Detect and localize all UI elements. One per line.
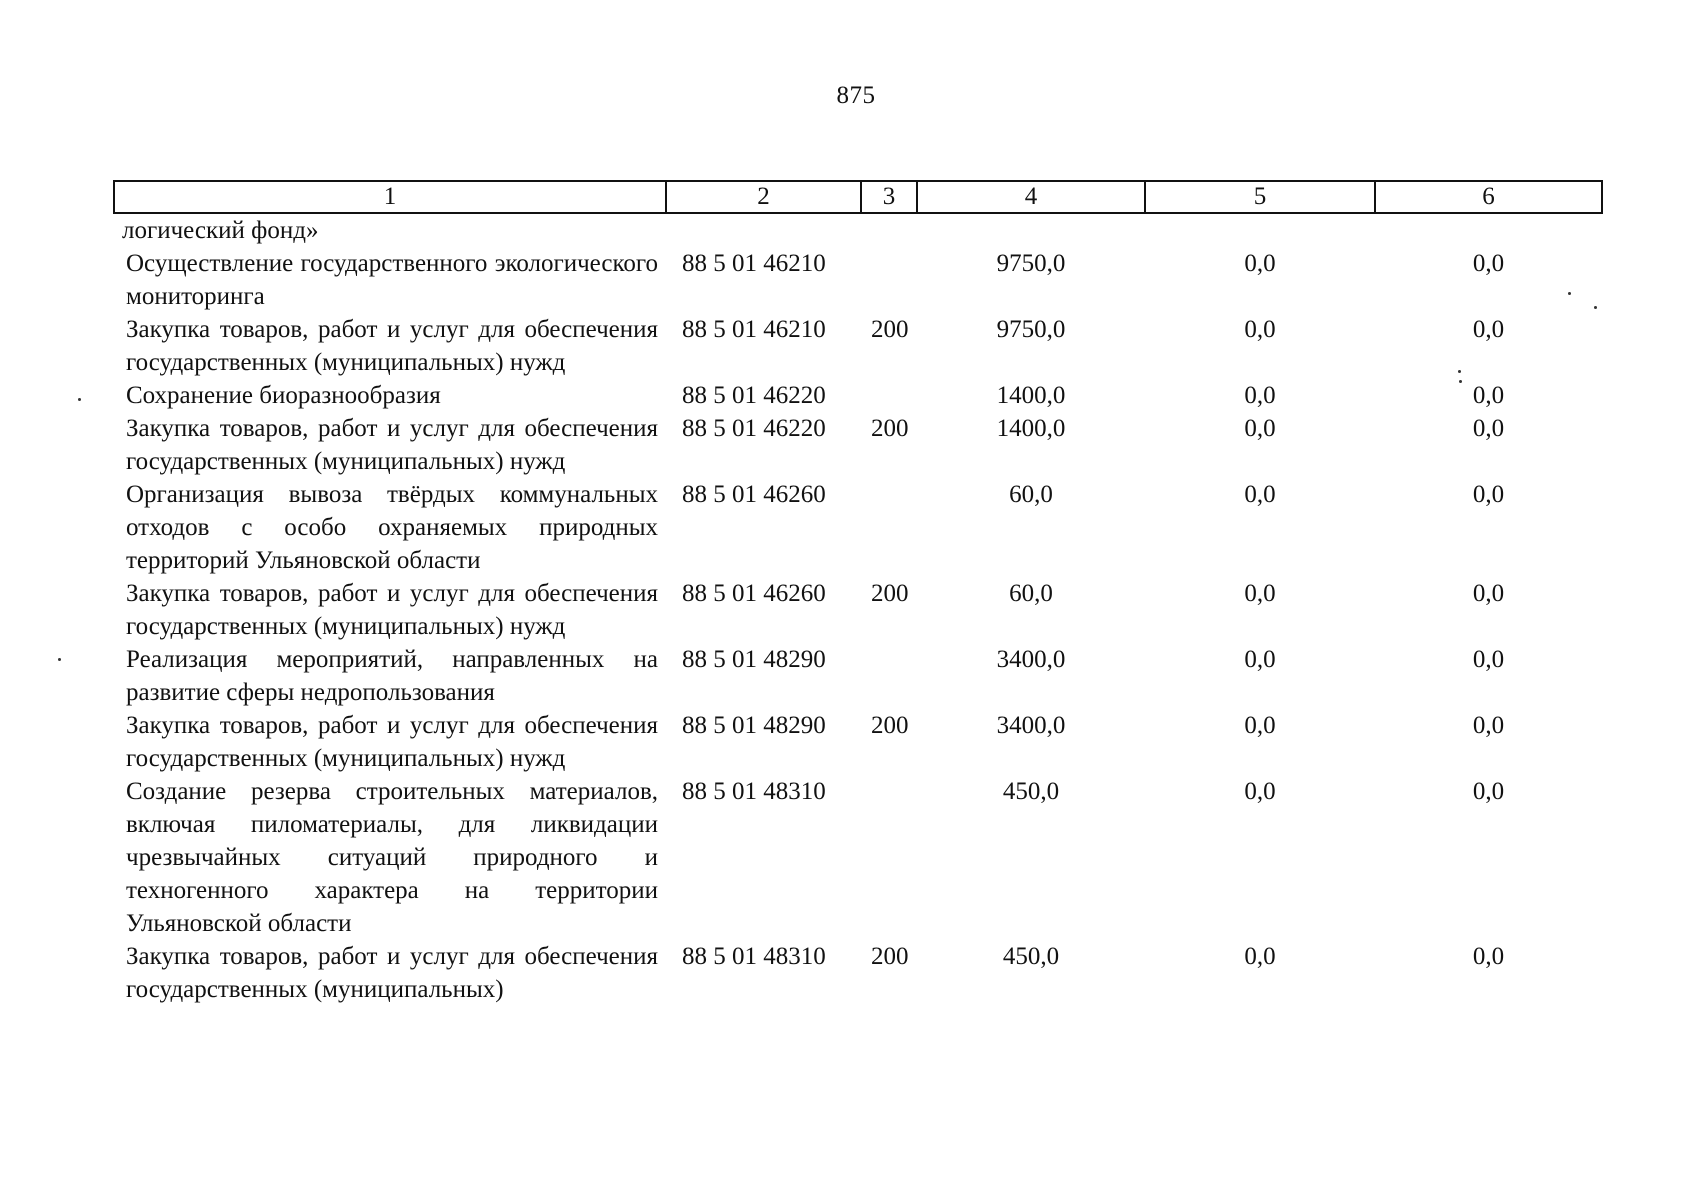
header-col-1: 1	[114, 181, 666, 213]
scan-speck	[1594, 306, 1597, 309]
row-value-4: 60,0	[1009, 580, 1053, 607]
row-value-4: 9750,0	[996, 316, 1066, 343]
header-col-6: 6	[1375, 181, 1602, 213]
row-code	[666, 213, 861, 247]
row-name: Осуществление государственного экологического мониторинга	[126, 250, 658, 310]
budget-table-container	[113, 180, 1601, 1006]
row-kvr	[861, 379, 917, 412]
row-value-6: 0,0	[1472, 250, 1505, 277]
row-value-5: 0,0	[1244, 250, 1276, 277]
row-name: Организация вывоза твёрдых коммунальных отходов с особо охраняемых природных территорий Ульяновской области	[126, 481, 658, 574]
row-name: Реализация мероприятий, направленных на развитие сферы недропользования	[126, 646, 658, 706]
row-name: логический фонд»	[122, 217, 319, 244]
scan-speck	[78, 398, 81, 401]
row-code: 88 5 01 46220	[682, 382, 826, 409]
table-row	[114, 313, 1602, 379]
row-name: Закупка товаров, работ и услуг для обеспечения государственных (муниципальных) нужд	[126, 712, 658, 772]
table-body	[114, 213, 1602, 1006]
row-value-6: 0,0	[1472, 580, 1505, 607]
row-kvr: 200	[871, 415, 909, 442]
row-name: Создание резерва строительных материалов, включая пиломатериалы, для ликвидации чрезвычайных ситуаций природного и техногенного характера на территории Ульяновской области	[126, 778, 658, 937]
row-value-6: 0,0	[1472, 415, 1505, 442]
row-value-6	[1375, 213, 1602, 247]
row-name: Закупка товаров, работ и услуг для обеспечения государственных (муниципальных) нужд	[126, 415, 658, 475]
scan-speck	[58, 658, 61, 661]
table-row	[114, 577, 1602, 643]
row-code: 88 5 01 46260	[682, 481, 826, 508]
row-value-6: 0,0	[1472, 712, 1505, 739]
row-value-5: 0,0	[1244, 778, 1276, 805]
row-name: Закупка товаров, работ и услуг для обеспечения государственных (муниципальных) нужд	[126, 316, 658, 376]
row-kvr	[861, 775, 917, 940]
header-col-5: 5	[1145, 181, 1375, 213]
row-code: 88 5 01 46210	[682, 316, 826, 343]
table-row	[114, 379, 1602, 412]
row-value-5: 0,0	[1244, 481, 1276, 508]
row-value-4: 9750,0	[996, 250, 1066, 277]
row-kvr: 200	[871, 712, 909, 739]
row-value-5	[1145, 213, 1375, 247]
scan-speck	[1568, 292, 1571, 295]
table-row	[114, 940, 1602, 1006]
row-code: 88 5 01 48290	[682, 712, 826, 739]
row-name: Закупка товаров, работ и услуг для обеспечения государственных (муниципальных)	[126, 943, 658, 1003]
row-code: 88 5 01 48310	[682, 943, 826, 970]
row-value-4	[917, 213, 1145, 247]
row-name: Сохранение биоразнообразия	[126, 382, 441, 409]
row-value-4: 450,0	[1002, 943, 1060, 970]
table-row	[114, 643, 1602, 709]
row-value-6: 0,0	[1472, 778, 1505, 805]
row-value-4: 450,0	[1002, 778, 1060, 805]
row-kvr: 200	[871, 580, 909, 607]
row-code: 88 5 01 46210	[682, 250, 826, 277]
budget-table	[113, 180, 1603, 1006]
row-value-5: 0,0	[1244, 943, 1276, 970]
table-row	[114, 213, 1602, 247]
row-kvr: 200	[871, 316, 909, 343]
row-value-5: 0,0	[1244, 382, 1276, 409]
row-value-6: 0,0	[1472, 646, 1505, 673]
table-row	[114, 412, 1602, 478]
header-col-2: 2	[666, 181, 861, 213]
row-value-5: 0,0	[1244, 712, 1276, 739]
row-kvr	[861, 213, 917, 247]
row-value-4: 3400,0	[996, 646, 1066, 673]
row-value-4: 60,0	[1009, 481, 1053, 508]
header-row	[114, 181, 1602, 213]
row-kvr	[861, 478, 917, 577]
row-value-5: 0,0	[1244, 316, 1276, 343]
row-code: 88 5 01 46220	[682, 415, 826, 442]
row-value-6: 0,0	[1472, 481, 1505, 508]
row-value-5: 0,0	[1244, 415, 1276, 442]
row-value-4: 1400,0	[996, 382, 1066, 409]
row-kvr: 200	[871, 943, 909, 970]
row-code: 88 5 01 48310	[682, 778, 826, 805]
page-number: 875	[836, 82, 876, 109]
row-code: 88 5 01 48290	[682, 646, 826, 673]
scan-speck	[1458, 370, 1461, 373]
row-value-5: 0,0	[1244, 580, 1276, 607]
table-row	[114, 709, 1602, 775]
row-value-5: 0,0	[1244, 646, 1276, 673]
row-kvr	[861, 643, 917, 709]
row-kvr	[861, 247, 917, 313]
row-name: Закупка товаров, работ и услуг для обеспечения государственных (муниципальных) нужд	[126, 580, 658, 640]
row-value-6: 0,0	[1472, 316, 1505, 343]
row-value-6: 0,0	[1472, 943, 1505, 970]
row-value-4: 1400,0	[996, 415, 1066, 442]
scan-speck	[1459, 380, 1462, 383]
table-row	[114, 247, 1602, 313]
row-value-6: 0,0	[1472, 382, 1505, 409]
table-row	[114, 775, 1602, 940]
header-col-3: 3	[861, 181, 917, 213]
table-row	[114, 478, 1602, 577]
row-code: 88 5 01 46260	[682, 580, 826, 607]
row-value-4: 3400,0	[996, 712, 1066, 739]
header-col-4: 4	[917, 181, 1145, 213]
table-header	[114, 181, 1602, 213]
